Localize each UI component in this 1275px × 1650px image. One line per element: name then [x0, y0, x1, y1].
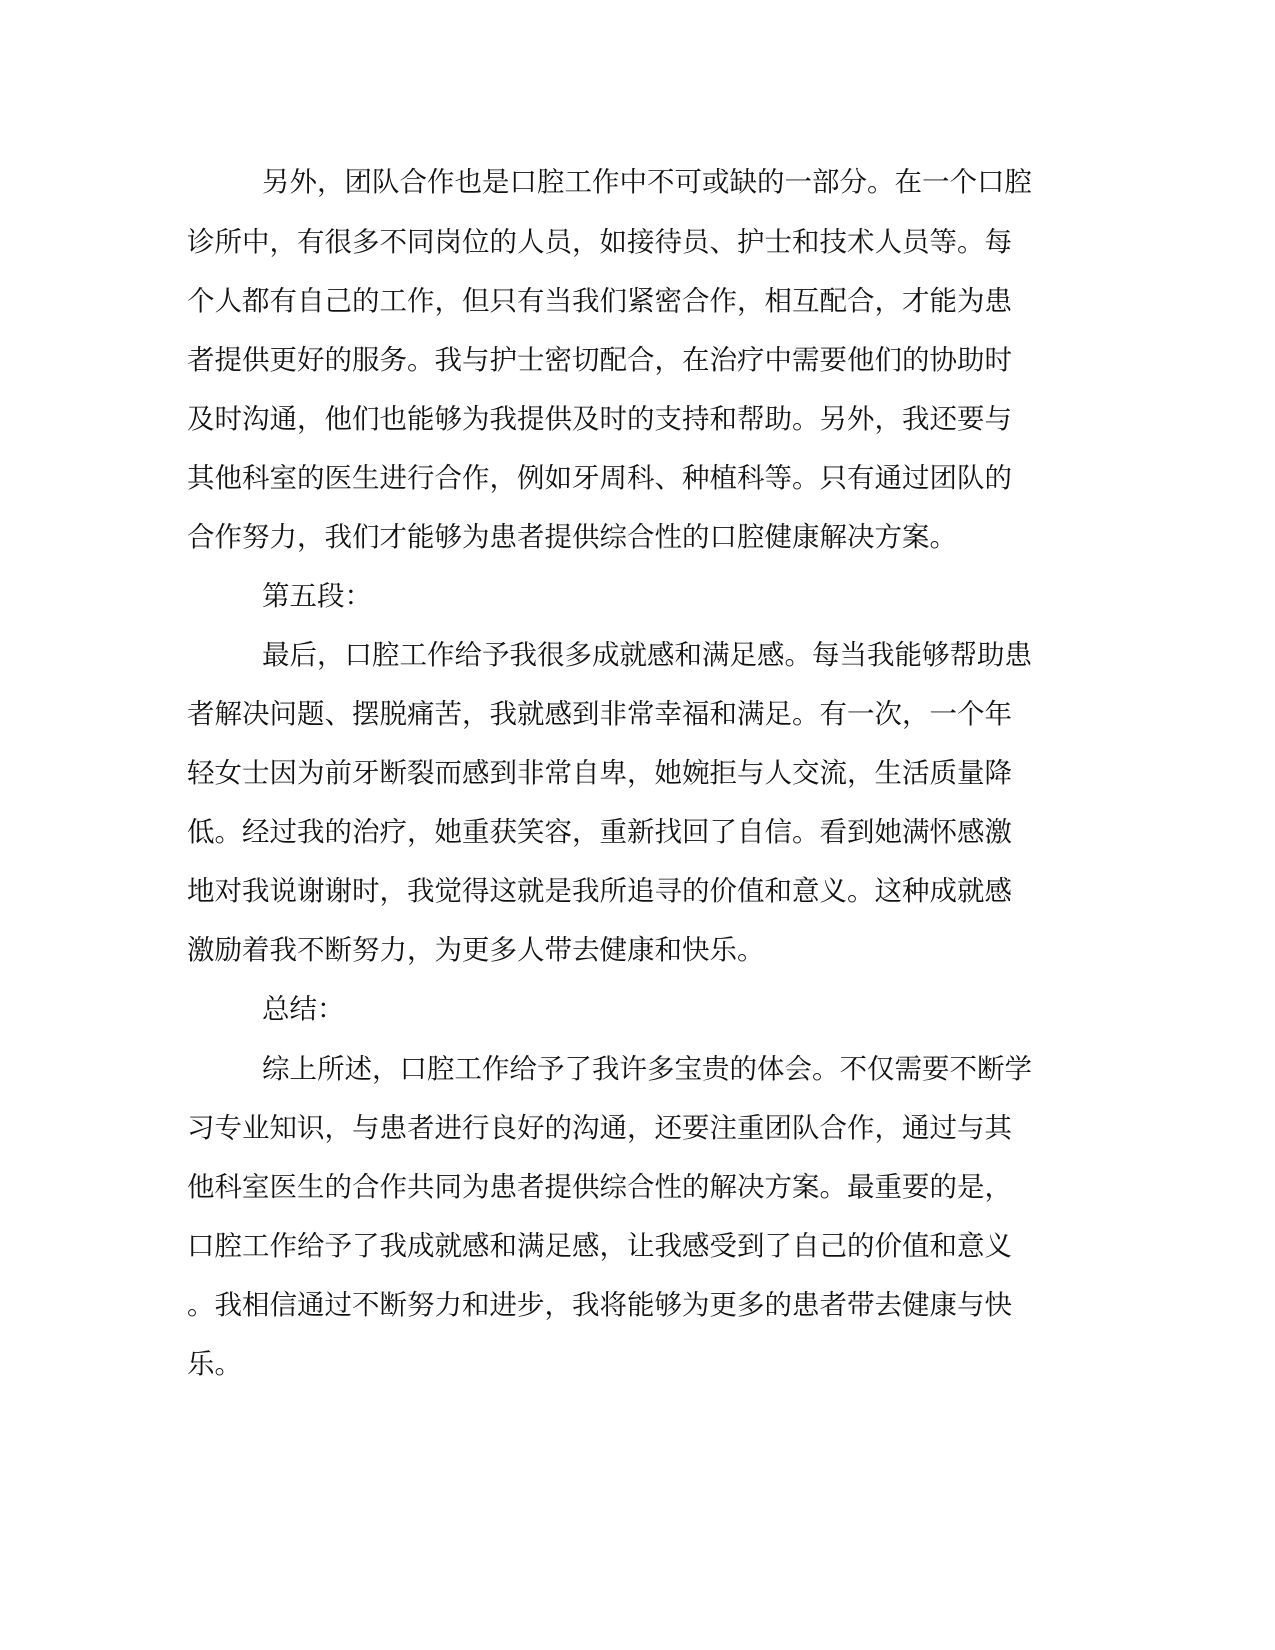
paragraph-summary-line-6: 乐。	[187, 1348, 242, 1380]
paragraph-teamwork-line-1: 另外，团队合作也是口腔工作中不可或缺的一部分。在一个口腔	[262, 166, 1032, 198]
paragraph-achievement-line-1: 最后，口腔工作给予我很多成就感和满足感。每当我能够帮助患	[262, 639, 1032, 671]
paragraph-achievement-line-4: 低。经过我的治疗，她重获笑容，重新找回了自信。看到她满怀感激	[187, 816, 1012, 848]
paragraph-achievement-line-5: 地对我说谢谢时，我觉得这就是我所追寻的价值和意义。这种成就感	[187, 875, 1012, 907]
paragraph-summary-line-3: 他科室医生的合作共同为患者提供综合性的解决方案。最重要的是，	[187, 1171, 1012, 1203]
paragraph-teamwork-line-4: 者提供更好的服务。我与护士密切配合，在治疗中需要他们的协助时	[187, 344, 1012, 376]
section-heading-part5: 第五段：	[262, 580, 372, 612]
paragraph-teamwork-line-5: 及时沟通，他们也能够为我提供及时的支持和帮助。另外，我还要与	[187, 403, 1012, 435]
paragraph-summary-line-4: 口腔工作给予了我成就感和满足感，让我感受到了自己的价值和意义	[187, 1230, 1012, 1262]
paragraph-achievement-line-2: 者解决问题、摆脱痛苦，我就感到非常幸福和满足。有一次，一个年	[187, 698, 1012, 730]
paragraph-summary-line-2: 习专业知识，与患者进行良好的沟通，还要注重团队合作，通过与其	[187, 1112, 1012, 1144]
paragraph-teamwork-line-6: 其他科室的医生进行合作，例如牙周科、种植科等。只有通过团队的	[187, 462, 1012, 494]
paragraph-teamwork-line-7: 合作努力，我们才能够为患者提供综合性的口腔健康解决方案。	[187, 521, 957, 553]
paragraph-teamwork-line-3: 个人都有自己的工作，但只有当我们紧密合作，相互配合，才能为患	[187, 285, 1012, 317]
section-heading-summary: 总结：	[262, 993, 345, 1025]
paragraph-achievement-line-6: 激励着我不断努力，为更多人带去健康和快乐。	[187, 934, 765, 966]
paragraph-teamwork-line-2: 诊所中，有很多不同岗位的人员，如接待员、护士和技术人员等。每	[187, 226, 1012, 258]
paragraph-summary-line-5: 。我相信通过不断努力和进步，我将能够为更多的患者带去健康与快	[187, 1289, 1012, 1321]
paragraph-achievement-line-3: 轻女士因为前牙断裂而感到非常自卑，她婉拒与人交流，生活质量降	[187, 757, 1012, 789]
paragraph-summary-line-1: 综上所述，口腔工作给予了我许多宝贵的体会。不仅需要不断学	[262, 1053, 1032, 1085]
